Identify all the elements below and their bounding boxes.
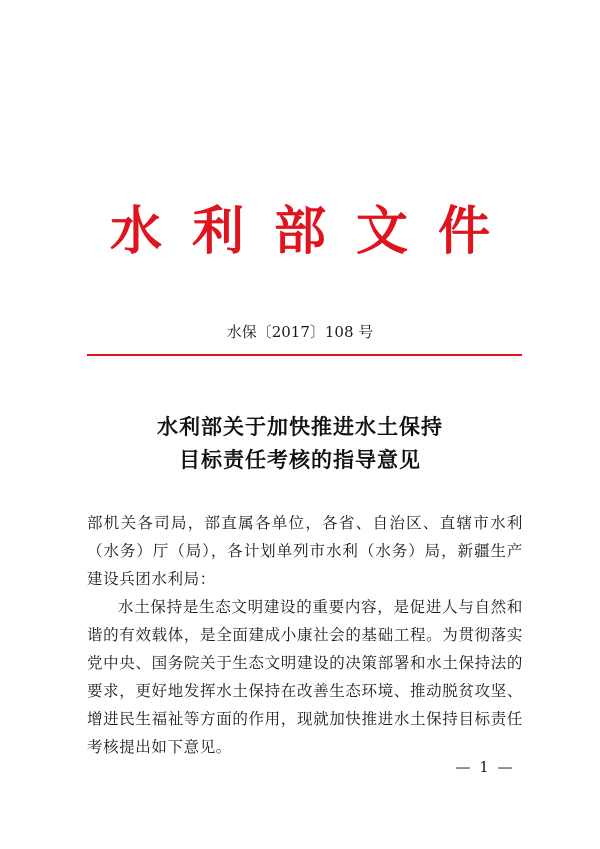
document-title: [0, 410, 600, 476]
document-masthead: 水利部文件: [109, 202, 520, 262]
body-paragraph-1: 水土保持是生态文明建设的重要内容，是促进人与自然和谐的有效载体，是全面建成小康社会的基础工程。为贯彻落实党中央、国务院关于生态文明建设的决策部署和水土保持法的要求，更好地发挥水土保持在改善生态环境、推动脱贫攻坚、增进民生福祉等方面的作用，现就加快推进水土保持目标责任考核提出如下意见。: [87, 598, 523, 756]
document-number: 水保〔2017〕108 号: [226, 323, 374, 341]
page-number: — 1 —: [455, 758, 515, 776]
document-body: [87, 509, 523, 761]
red-divider-line: [87, 354, 522, 356]
addressee-paragraph: 部机关各司局，部直属各单位，各省、自治区、直辖市水利（水务）厅（局），各计划单列市水利（水务）局，新疆生产建设兵团水利局：: [87, 514, 523, 588]
document-title-line-1: 水利部关于加快推进水土保持: [157, 414, 443, 439]
document-title-line-2: 目标责任考核的指导意见: [179, 447, 421, 472]
